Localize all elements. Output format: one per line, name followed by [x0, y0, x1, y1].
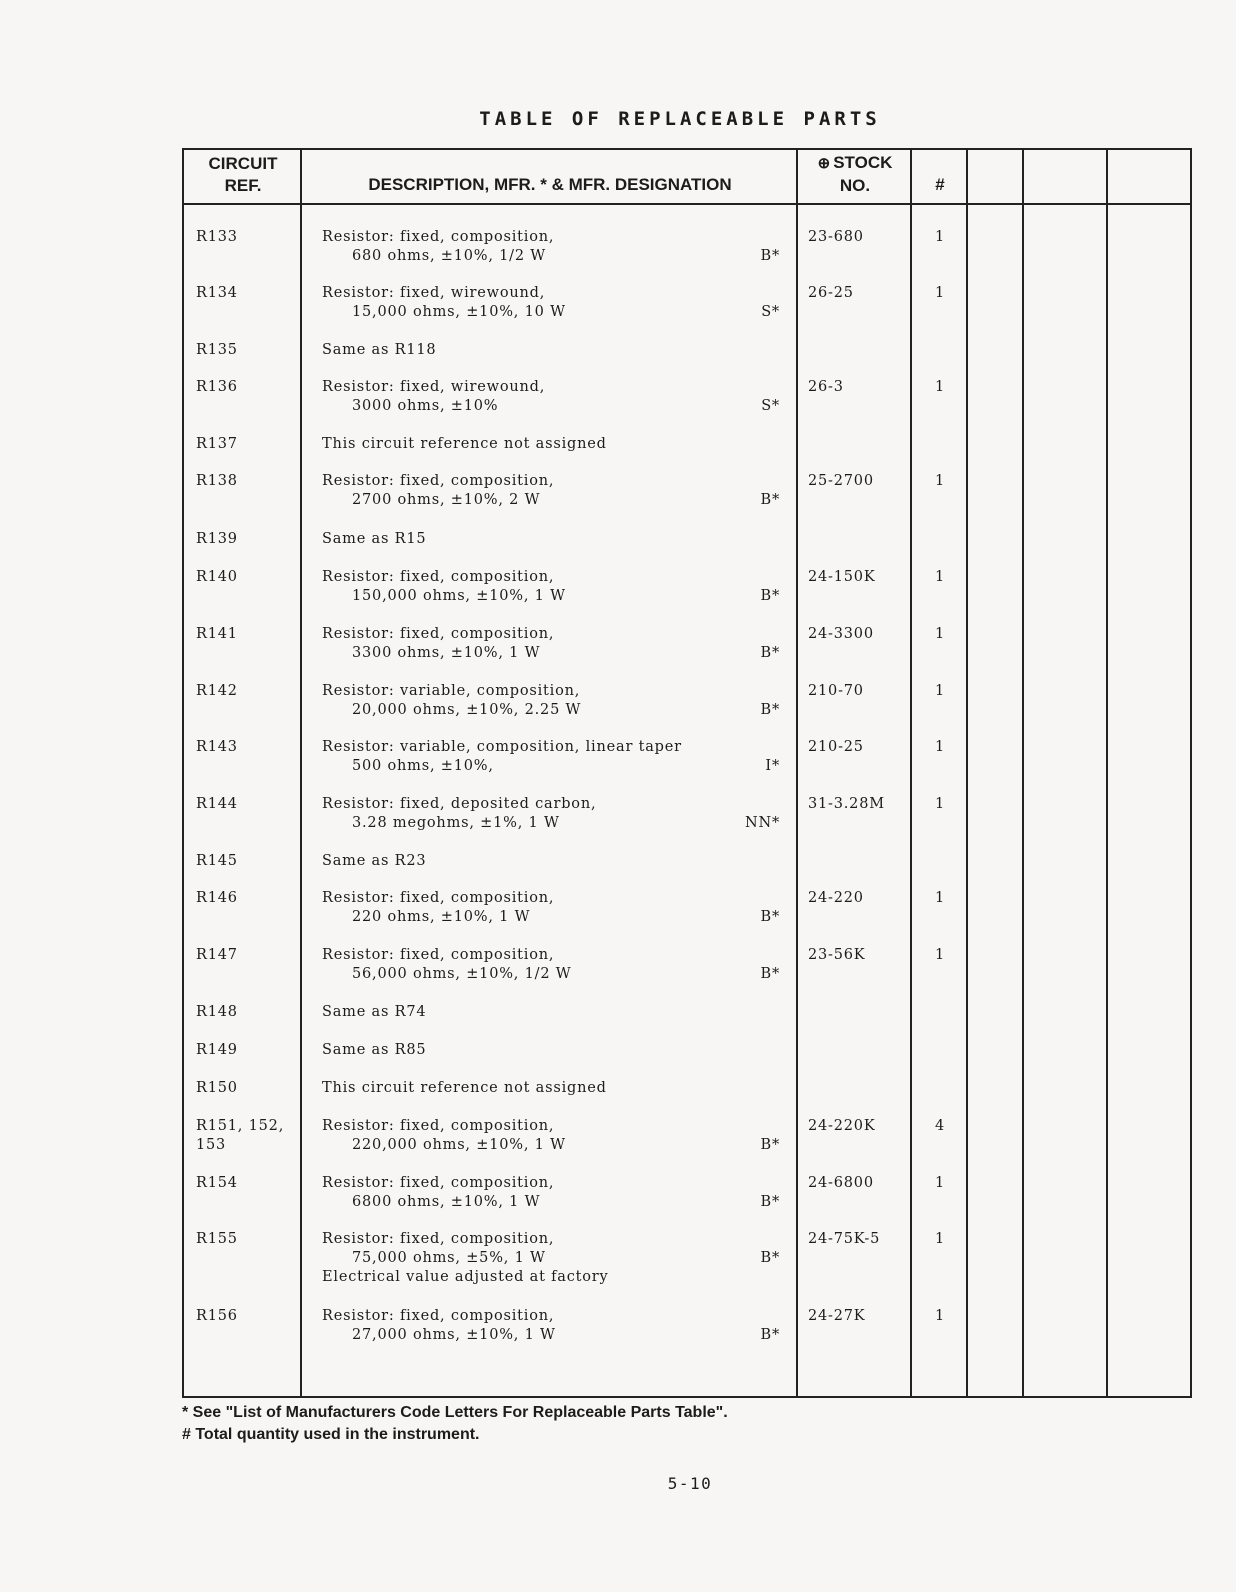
description-line: Resistor: fixed, composition,	[322, 947, 555, 963]
description	[322, 341, 780, 360]
description	[322, 378, 780, 416]
description-line: Resistor: fixed, composition,	[322, 1308, 555, 1324]
description	[322, 472, 780, 510]
stock-number: 25-2700	[808, 473, 874, 489]
quantity: 1	[934, 473, 946, 489]
stock-number: 24-220	[808, 890, 864, 906]
description-line: Same as R23	[322, 853, 427, 869]
quantity: 1	[934, 1308, 946, 1324]
description	[322, 852, 780, 871]
circuit-ref: R154	[196, 1175, 238, 1191]
description	[322, 738, 780, 776]
quantity: 1	[934, 739, 946, 755]
description-line: Same as R85	[322, 1042, 427, 1058]
circuit-ref: R148	[196, 1004, 238, 1020]
description-value: 27,000 ohms, ±10%, 1 W	[352, 1327, 556, 1343]
circuit-ref: R137	[196, 436, 238, 452]
stock-number: 26-3	[808, 379, 844, 395]
circuit-ref: R136	[196, 379, 238, 395]
stock-number: 24-27K	[808, 1308, 866, 1324]
description	[322, 1174, 780, 1212]
stock-number: 31-3.28M	[808, 796, 885, 812]
description-line: This circuit reference not assigned	[322, 436, 607, 452]
description	[322, 1041, 780, 1060]
description-line: Resistor: fixed, wirewound,	[322, 285, 546, 301]
stock-number: 210-70	[808, 683, 864, 699]
description	[322, 682, 780, 720]
circuit-ref: R146	[196, 890, 238, 906]
description	[322, 1307, 780, 1345]
circuit-ref: R145	[196, 853, 238, 869]
stock-number: 24-220K	[808, 1118, 876, 1134]
description	[322, 228, 780, 266]
description-line: Same as R118	[322, 342, 437, 358]
description-value: 500 ohms, ±10%,	[352, 758, 494, 774]
manufacturer-code: B*	[760, 1327, 780, 1343]
description-line: Resistor: fixed, composition,	[322, 473, 555, 489]
stock-number: 24-3300	[808, 626, 874, 642]
description-line: Resistor: fixed, composition,	[322, 890, 555, 906]
header-stock-no	[798, 152, 912, 197]
column-divider	[910, 150, 912, 1396]
column-divider	[1106, 150, 1108, 1396]
column-divider	[1022, 150, 1024, 1396]
circuit-ref: R135	[196, 342, 238, 358]
stock-number: 24-6800	[808, 1175, 874, 1191]
description-line: Resistor: fixed, composition,	[322, 569, 555, 585]
description-line: Resistor: fixed, wirewound,	[322, 379, 546, 395]
description-value: 3300 ohms, ±10%, 1 W	[352, 645, 541, 661]
description	[322, 568, 780, 606]
circuit-ref: R138	[196, 473, 238, 489]
manufacturer-code: I*	[765, 758, 780, 774]
header-stock-label: STOCK NO.	[833, 153, 893, 195]
description	[322, 435, 780, 454]
header-quantity: #	[935, 175, 945, 194]
description	[322, 625, 780, 663]
manufacturer-code: B*	[760, 1194, 780, 1210]
stock-number: 23-680	[808, 229, 864, 245]
quantity: 1	[934, 626, 946, 642]
page-title: TABLE OF REPLACEABLE PARTS	[479, 108, 881, 130]
circuit-ref: R139	[196, 531, 238, 547]
quantity: 1	[934, 379, 946, 395]
description	[322, 1003, 780, 1022]
footnote-manufacturer: * See "List of Manufacturers Code Letters For Replaceable Parts Table".	[182, 1404, 728, 1421]
description	[322, 1079, 780, 1098]
manufacturer-code: B*	[760, 1137, 780, 1153]
manufacturer-code: S*	[761, 398, 780, 414]
parts-table	[182, 148, 1192, 1398]
manufacturer-code: B*	[760, 645, 780, 661]
description-value: 3000 ohms, ±10%	[352, 398, 499, 414]
description-line: Resistor: fixed, deposited carbon,	[322, 796, 597, 812]
circuit-ref: R151, 152, 153	[196, 1118, 285, 1153]
column-divider	[796, 150, 798, 1396]
circuit-ref: R147	[196, 947, 238, 963]
circuit-ref: R141	[196, 626, 238, 642]
stock-number: 23-56K	[808, 947, 866, 963]
manufacturer-code: B*	[760, 702, 780, 718]
description	[322, 946, 780, 984]
column-divider	[300, 150, 302, 1396]
manufacturer-code: NN*	[744, 815, 780, 831]
description-line: Resistor: fixed, composition,	[322, 626, 555, 642]
footnotes	[182, 1402, 728, 1446]
quantity: 1	[934, 890, 946, 906]
description-line: Resistor: fixed, composition,	[322, 1175, 555, 1191]
circuit-ref: R150	[196, 1080, 238, 1096]
description-value: 6800 ohms, ±10%, 1 W	[352, 1194, 541, 1210]
description-value: 15,000 ohms, ±10%, 10 W	[352, 304, 566, 320]
description-value: 680 ohms, ±10%, 1/2 W	[352, 248, 547, 264]
stock-number: 24-150K	[808, 569, 876, 585]
quantity: 1	[934, 229, 946, 245]
stock-number: 210-25	[808, 739, 864, 755]
circuit-ref: R156	[196, 1308, 238, 1324]
description-line: Resistor: variable, composition,	[322, 683, 581, 699]
manufacturer-code: B*	[760, 1250, 780, 1266]
quantity: 4	[934, 1118, 946, 1134]
description-value: 2700 ohms, ±10%, 2 W	[352, 492, 541, 508]
circuit-ref: R140	[196, 569, 238, 585]
manufacturer-code: B*	[760, 909, 780, 925]
header-circuit-ref-label: CIRCUIT REF.	[208, 154, 278, 195]
quantity: 1	[934, 1175, 946, 1191]
description-line: Resistor: fixed, composition,	[322, 1118, 555, 1134]
stock-number: 24-75K-5	[808, 1231, 881, 1247]
footnote-quantity: # Total quantity used in the instrument.	[182, 1426, 480, 1443]
description-note: Electrical value adjusted at factory	[322, 1269, 609, 1285]
quantity: 1	[934, 683, 946, 699]
header-circuit-ref	[184, 153, 302, 197]
hp-logo-icon: ⊕	[817, 155, 831, 172]
manufacturer-code: B*	[760, 248, 780, 264]
description-value: 3.28 megohms, ±1%, 1 W	[352, 815, 560, 831]
description	[322, 1230, 780, 1287]
circuit-ref: R133	[196, 229, 238, 245]
description	[322, 1117, 780, 1155]
description-value: 220,000 ohms, ±10%, 1 W	[352, 1137, 566, 1153]
description-line: Same as R15	[322, 531, 427, 547]
manufacturer-code: S*	[761, 304, 780, 320]
stock-number: 26-25	[808, 285, 854, 301]
circuit-ref: R143	[196, 739, 238, 755]
header-divider	[184, 203, 1190, 205]
description-value: 20,000 ohms, ±10%, 2.25 W	[352, 702, 582, 718]
manufacturer-code: B*	[760, 588, 780, 604]
description-value: 150,000 ohms, ±10%, 1 W	[352, 588, 566, 604]
quantity: 1	[934, 1231, 946, 1247]
manufacturer-code: B*	[760, 492, 780, 508]
circuit-ref: R142	[196, 683, 238, 699]
description-line: This circuit reference not assigned	[322, 1080, 607, 1096]
quantity: 1	[934, 796, 946, 812]
circuit-ref: R134	[196, 285, 238, 301]
description-value: 75,000 ohms, ±5%, 1 W	[352, 1250, 546, 1266]
quantity: 1	[934, 285, 946, 301]
quantity: 1	[934, 569, 946, 585]
header-description: DESCRIPTION, MFR. * & MFR. DESIGNATION	[368, 175, 732, 194]
description-line: Resistor: fixed, composition,	[322, 1231, 555, 1247]
description-line: Resistor: fixed, composition,	[322, 229, 555, 245]
description-value: 56,000 ohms, ±10%, 1/2 W	[352, 966, 572, 982]
description-value: 220 ohms, ±10%, 1 W	[352, 909, 531, 925]
page-number: 5-10	[667, 1474, 713, 1493]
circuit-ref: R155	[196, 1231, 238, 1247]
description-line: Same as R74	[322, 1004, 427, 1020]
description	[322, 889, 780, 927]
manufacturer-code: B*	[760, 966, 780, 982]
column-divider	[966, 150, 968, 1396]
quantity: 1	[934, 947, 946, 963]
circuit-ref: R149	[196, 1042, 238, 1058]
description	[322, 530, 780, 549]
description	[322, 795, 780, 833]
circuit-ref: R144	[196, 796, 238, 812]
description-line: Resistor: variable, composition, linear taper	[322, 739, 682, 755]
description	[322, 284, 780, 322]
